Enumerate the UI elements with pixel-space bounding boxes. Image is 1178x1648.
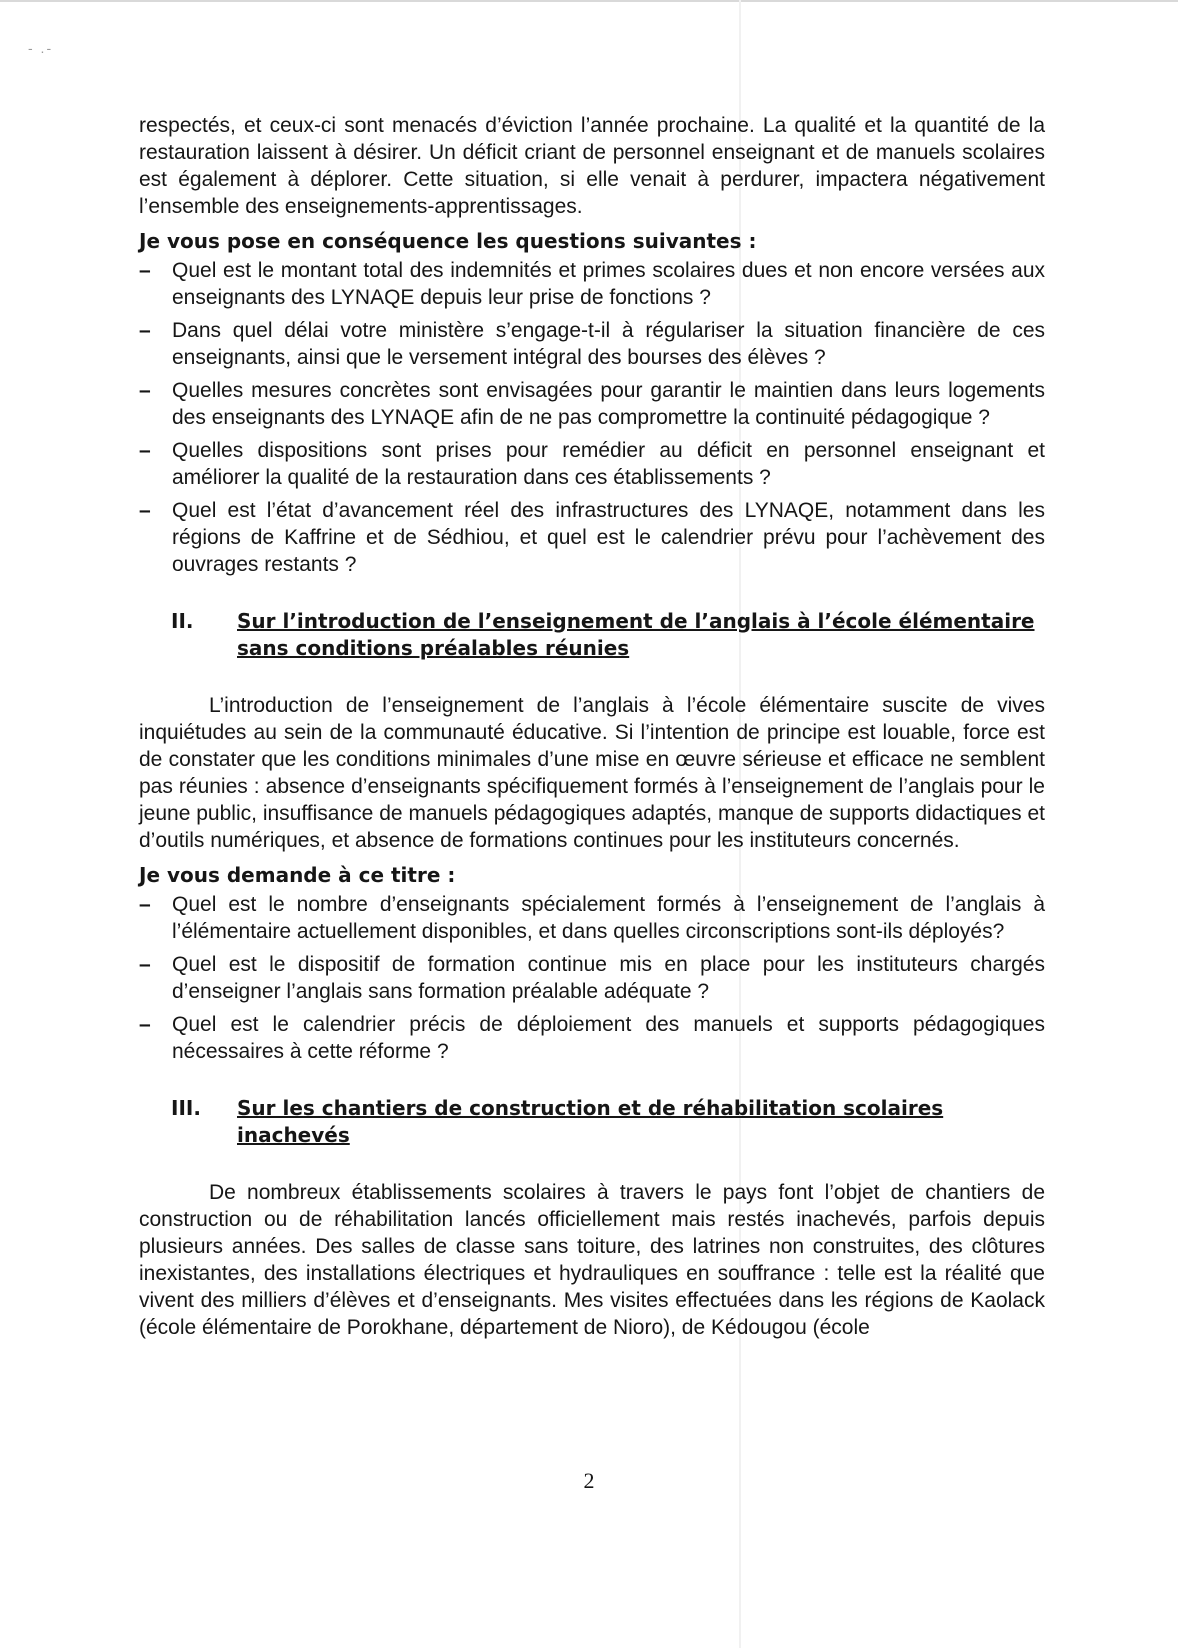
section-2-questions-lead: Je vous demande à ce titre :	[139, 863, 456, 887]
section-title: Sur les chantiers de construction et de réhabilitation scolaires inachevés	[237, 1096, 944, 1147]
list-item: – Quel est l’état d’avancement réel des infrastructures des LYNAQE, notamment dans les régions de Kaffrine et de Sédhiou, et quel est le calendrier prévu pour l’achèvement des ouvrages restants ?	[139, 497, 1045, 578]
section-3-paragraph: De nombreux établissements scolaires à travers le pays font l’objet de chantiers de construction ou de réhabilitation lancés officiellement mais restés inachevés, parfois depuis plusieurs années. Des salles de classe sans toiture, des latrines non construites, des clôtures inexistantes, des installations électriques et hydrauliques en souffrance : telle est la réalité que vivent des milliers d’élèves et d’enseignants. Mes visites effectuées dans les régions de Kaolack (école élémentaire de Porokhane, département de Nioro), de Kédougou (école	[139, 1181, 1045, 1339]
section-3-heading	[139, 1095, 1045, 1149]
section-title: Sur l’introduction de l’enseignement de l’anglais à l’école élémentaire sans conditions préalables réunies	[237, 609, 1035, 660]
section-number: III.	[171, 1096, 201, 1120]
intro-paragraph: respectés, et ceux-ci sont menacés d’éviction l’année prochaine. La qualité et la quantité de la restauration laissent à désirer. Un déficit criant de personnel enseignant et de manuels scolaires est également à déplorer. Cette situation, si elle venait à perdurer, impactera négativement l’ensemble des enseignements-apprentissages.	[139, 114, 1045, 218]
section-number: II.	[171, 609, 194, 633]
section-2-question-list	[139, 891, 1045, 1065]
list-item: – Quel est le calendrier précis de déploiement des manuels et supports pédagogiques nécessaires à cette réforme ?	[139, 1011, 1045, 1065]
intro-question-list	[139, 257, 1045, 578]
list-item: – Dans quel délai votre ministère s’engage-t-il à régulariser la situation financière de ces enseignants, ainsi que le versement intégral des bourses des élèves ?	[139, 317, 1045, 371]
document-body	[139, 112, 1045, 1341]
page-top-edge	[0, 0, 1178, 2]
list-item: – Quelles dispositions sont prises pour remédier au déficit en personnel enseignant et améliorer la qualité de la restauration dans ces établissements ?	[139, 437, 1045, 491]
scan-artifact: - .-	[28, 40, 54, 56]
list-item: – Quel est le nombre d’enseignants spécialement formés à l’enseignement de l’anglais à l’élémentaire actuellement disponibles, et dans quelles circonscriptions sont-ils déployés?	[139, 891, 1045, 945]
list-item: – Quel est le dispositif de formation continue mis en place pour les instituteurs chargés d’enseigner l’anglais sans formation préalable adéquate ?	[139, 951, 1045, 1005]
list-item: – Quelles mesures concrètes sont envisagées pour garantir le maintien dans leurs logements des enseignants des LYNAQE afin de ne pas compromettre la continuité pédagogique ?	[139, 377, 1045, 431]
list-item: – Quel est le montant total des indemnités et primes scolaires dues et non encore versées aux enseignants des LYNAQE depuis leur prise de fonctions ?	[139, 257, 1045, 311]
section-2-paragraph: L’introduction de l’enseignement de l’anglais à l’école élémentaire suscite de vives inquiétudes au sein de la communauté éducative. Si l’intention de principe est louable, force est de constater que les conditions minimales d’une mise en œuvre sérieuse et efficace ne semblent pas réunies : absence d’enseignants spécifiquement formés à l’enseignement de l’anglais pour le jeune public, insuffisance de manuels pédagogiques adaptés, manque de supports didactiques et d’outils numériques, et absence de formations continues pour les instituteurs concernés.	[139, 694, 1045, 852]
intro-questions-lead: Je vous pose en conséquence les questions suivantes :	[139, 229, 757, 253]
section-2-heading	[139, 608, 1045, 662]
page-number: 2	[583, 1468, 595, 1493]
